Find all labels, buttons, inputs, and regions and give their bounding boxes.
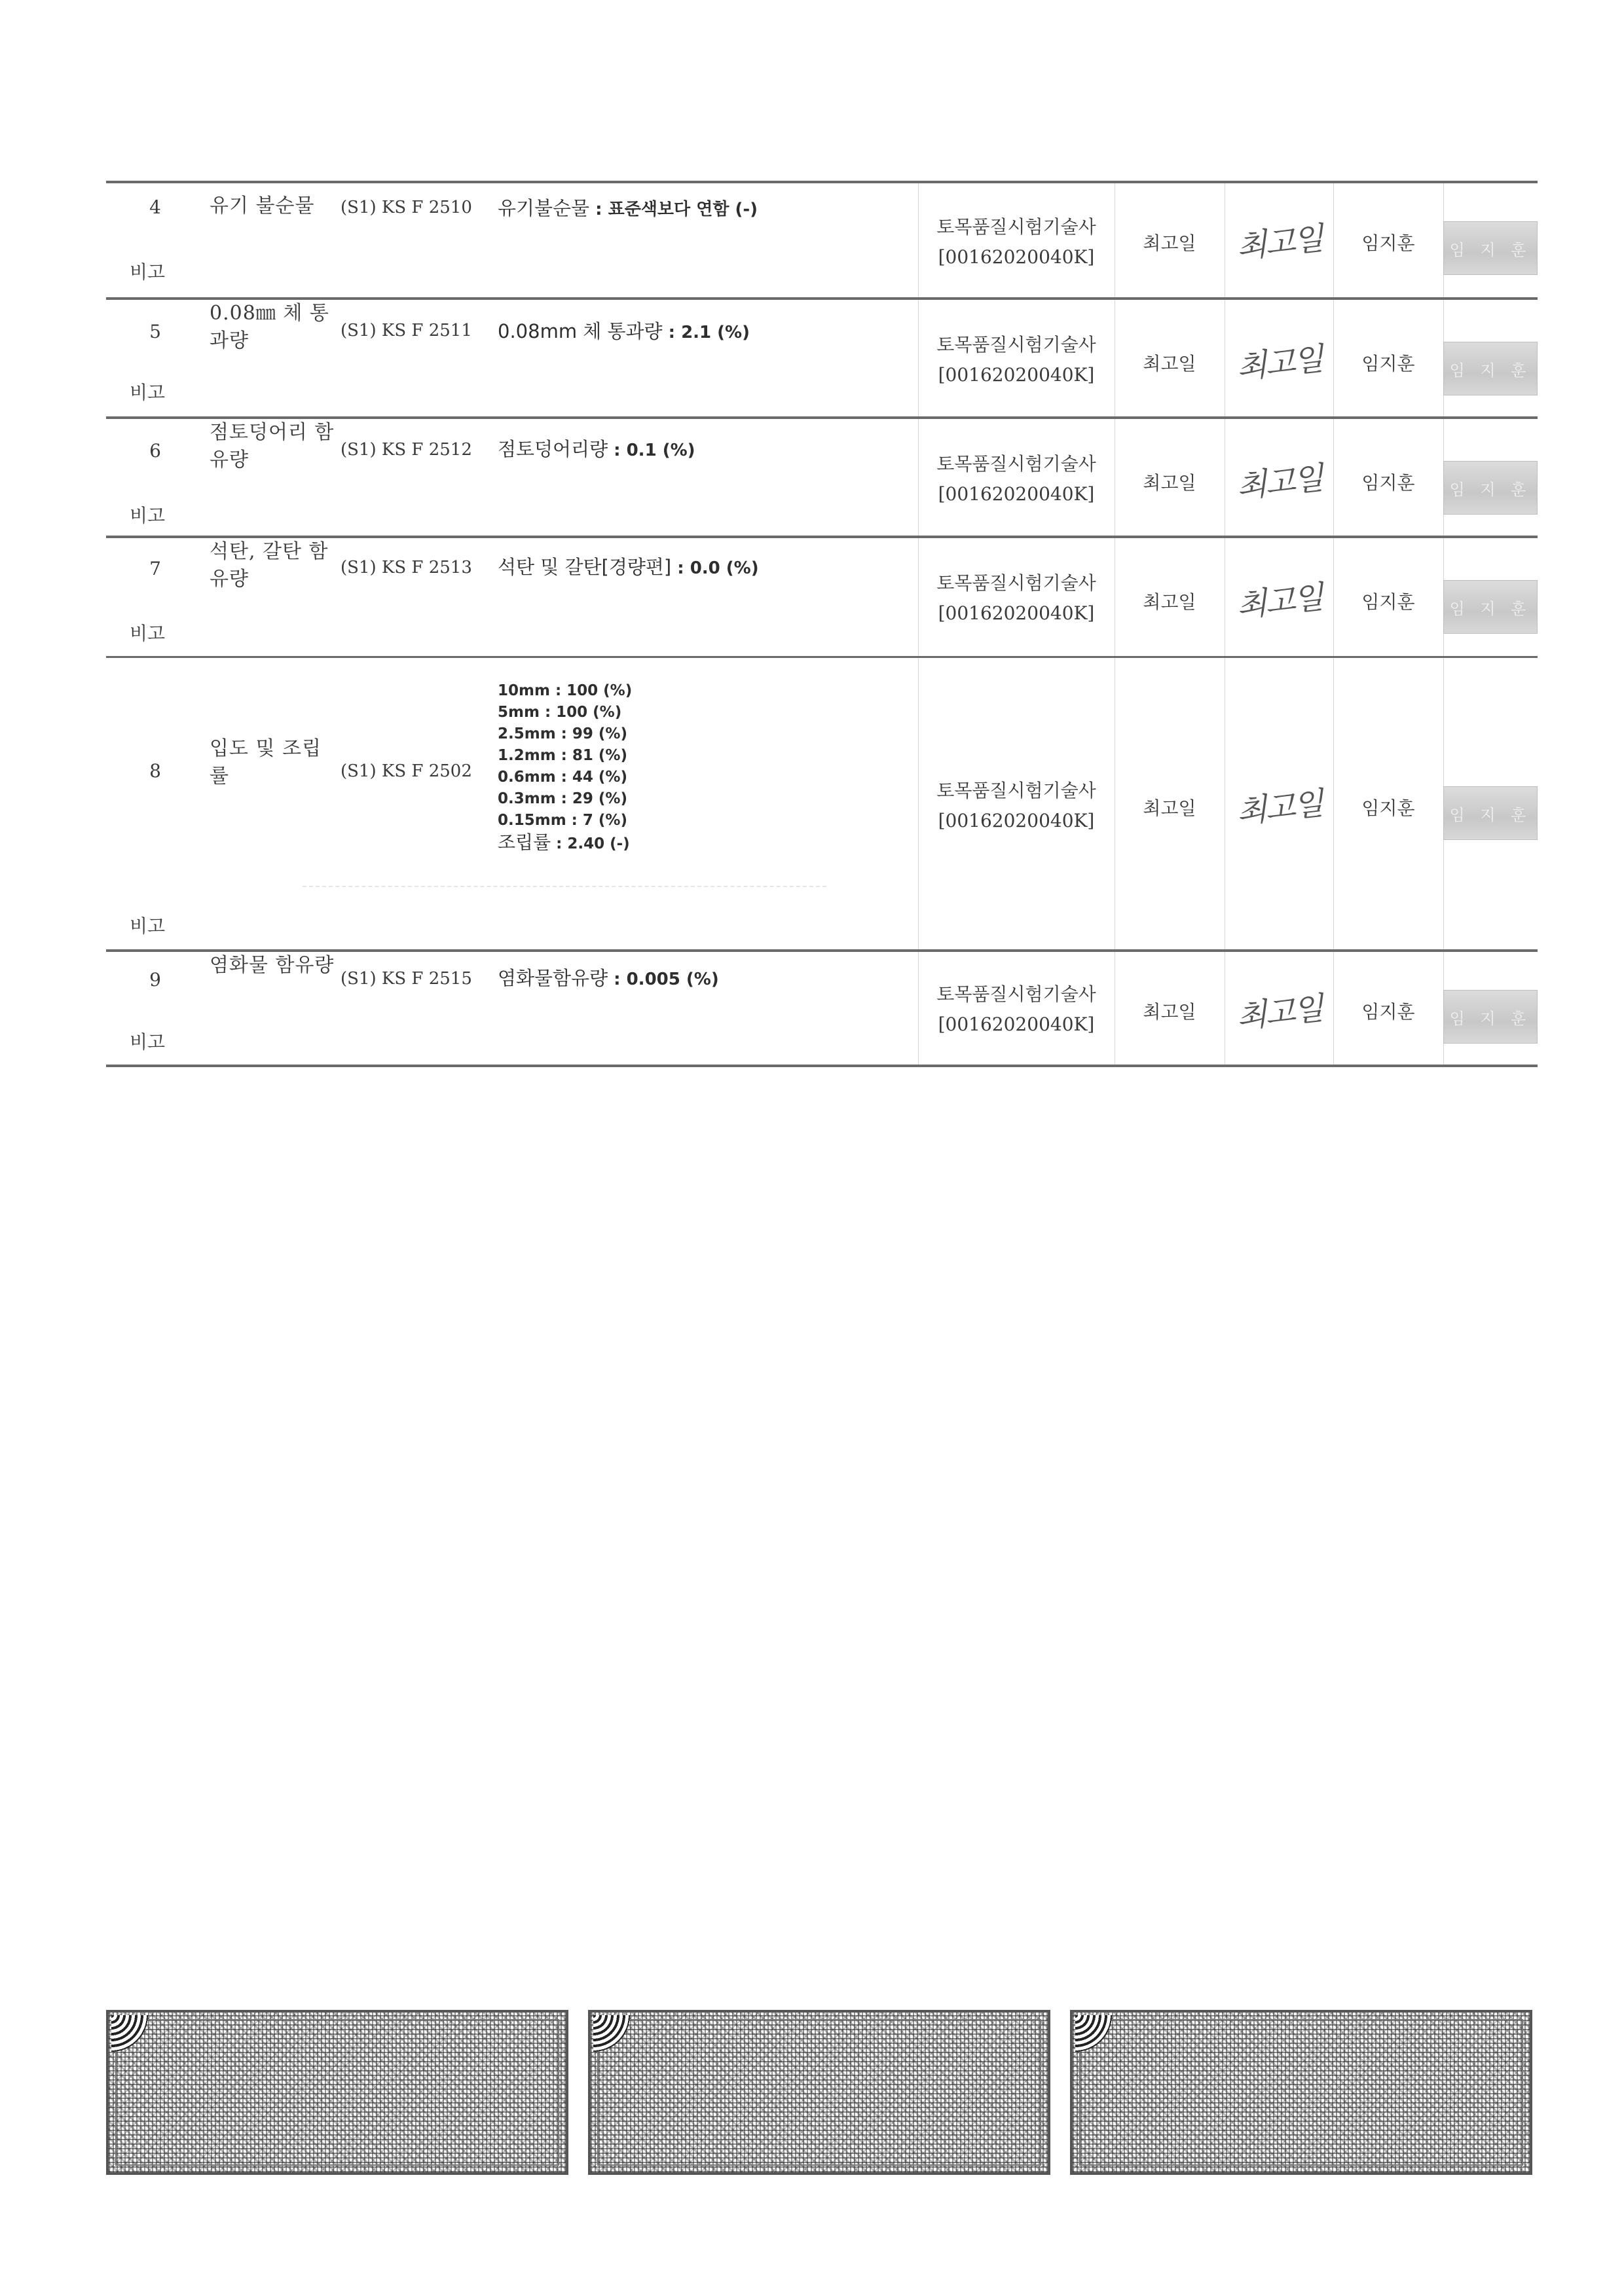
tester-name: 최고일 [1143,472,1196,494]
approver-name: 임지훈 [1361,353,1415,374]
tester-name: 최고일 [1143,591,1196,613]
tester-name: 최고일 [1143,1001,1196,1023]
test-method: (S1) KS F 2511 [341,321,472,340]
table-row [106,656,1538,949]
test-item: 유기 불순물 [210,194,315,217]
table-row [106,536,1538,656]
test-result: 점토덩어리량 : 0.1 (%) [498,438,695,460]
tester-name: 최고일 [1143,232,1196,254]
test-result: 유기불순물 : 표준색보다 연함 (-) [498,197,758,219]
approver-seal: 임 지 훈 [1443,786,1538,840]
dashed-divider [303,886,826,887]
remarks-label: 비고 [130,623,166,644]
test-item: 염화물 함유량 [210,954,335,977]
test-item: 석탄, 갈탄 함유량 [210,540,329,591]
test-result: 0.08mm 체 통과량 : 2.1 (%) [498,320,750,342]
test-method: (S1) KS F 2513 [341,558,472,577]
approver-seal: 임 지 훈 [1443,461,1538,515]
test-item: 입도 및 조립률 [210,737,322,788]
tester-signature: 최고일 [1234,990,1324,1036]
row-number: 4 [149,196,161,218]
remarks-label: 비고 [130,505,166,526]
row-number: 7 [149,558,161,579]
table-row [106,949,1538,1065]
remarks-label: 비고 [130,915,166,937]
tester-signature: 최고일 [1234,340,1324,386]
row-number: 6 [149,440,161,462]
certification: 토목품질시험기술사 [00162020040K] [936,334,1096,386]
security-pattern [1070,2010,1532,2175]
approver-name: 임지훈 [1361,797,1415,819]
tester-signature: 최고일 [1234,220,1324,266]
row-number: 9 [149,969,161,991]
security-pattern [106,2010,568,2175]
certification: 토목품질시험기술사 [00162020040K] [936,572,1096,624]
test-item: 0.08㎜ 체 통과량 [210,302,329,352]
table-bottom-rule [106,1065,1538,1067]
test-result: 염화물함유량 : 0.005 (%) [498,967,719,989]
test-results-table [106,181,1538,1067]
table-row [106,181,1538,297]
row-number: 8 [149,760,161,782]
test-method: (S1) KS F 2502 [341,761,472,781]
approver-seal: 임 지 훈 [1443,580,1538,634]
tester-name: 최고일 [1143,797,1196,819]
table-row [106,297,1538,416]
approver-name: 임지훈 [1361,591,1415,613]
certification: 토목품질시험기술사 [00162020040K] [936,216,1096,268]
remarks-label: 비고 [130,261,166,283]
test-result: 석탄 및 갈탄[경량편] : 0.0 (%) [498,556,759,578]
security-pattern-strip [106,2010,1538,2175]
approver-seal: 임 지 훈 [1443,221,1538,275]
tester-signature: 최고일 [1234,785,1324,831]
table-row [106,416,1538,536]
approver-name: 임지훈 [1361,472,1415,494]
certification: 토목품질시험기술사 [00162020040K] [936,453,1096,505]
approver-seal: 임 지 훈 [1443,342,1538,395]
approver-name: 임지훈 [1361,1001,1415,1023]
approver-seal: 임 지 훈 [1443,990,1538,1044]
certification: 토목품질시험기술사 [00162020040K] [936,983,1096,1035]
tester-signature: 최고일 [1234,460,1324,505]
remarks-label: 비고 [130,382,166,403]
test-method: (S1) KS F 2515 [341,969,472,989]
certification: 토목품질시험기술사 [00162020040K] [936,780,1096,831]
test-item: 점토덩어리 함유량 [210,421,335,471]
tester-signature: 최고일 [1234,579,1324,625]
approver-name: 임지훈 [1361,232,1415,254]
remarks-label: 비고 [130,1031,166,1053]
tester-name: 최고일 [1143,353,1196,374]
security-pattern [588,2010,1050,2175]
test-method: (S1) KS F 2512 [341,440,472,460]
row-number: 5 [149,321,161,342]
test-result: 10mm : 100 (%) 5mm : 100 (%) 2.5mm : 99 (%) 1.2mm : 81 (%) 0.6mm : 44 (%) 0.3mm : 29 (%) 0.15mm : 7 (%) 조립률 : 2.40 (-) [498,682,633,853]
test-method: (S1) KS F 2510 [341,198,472,217]
